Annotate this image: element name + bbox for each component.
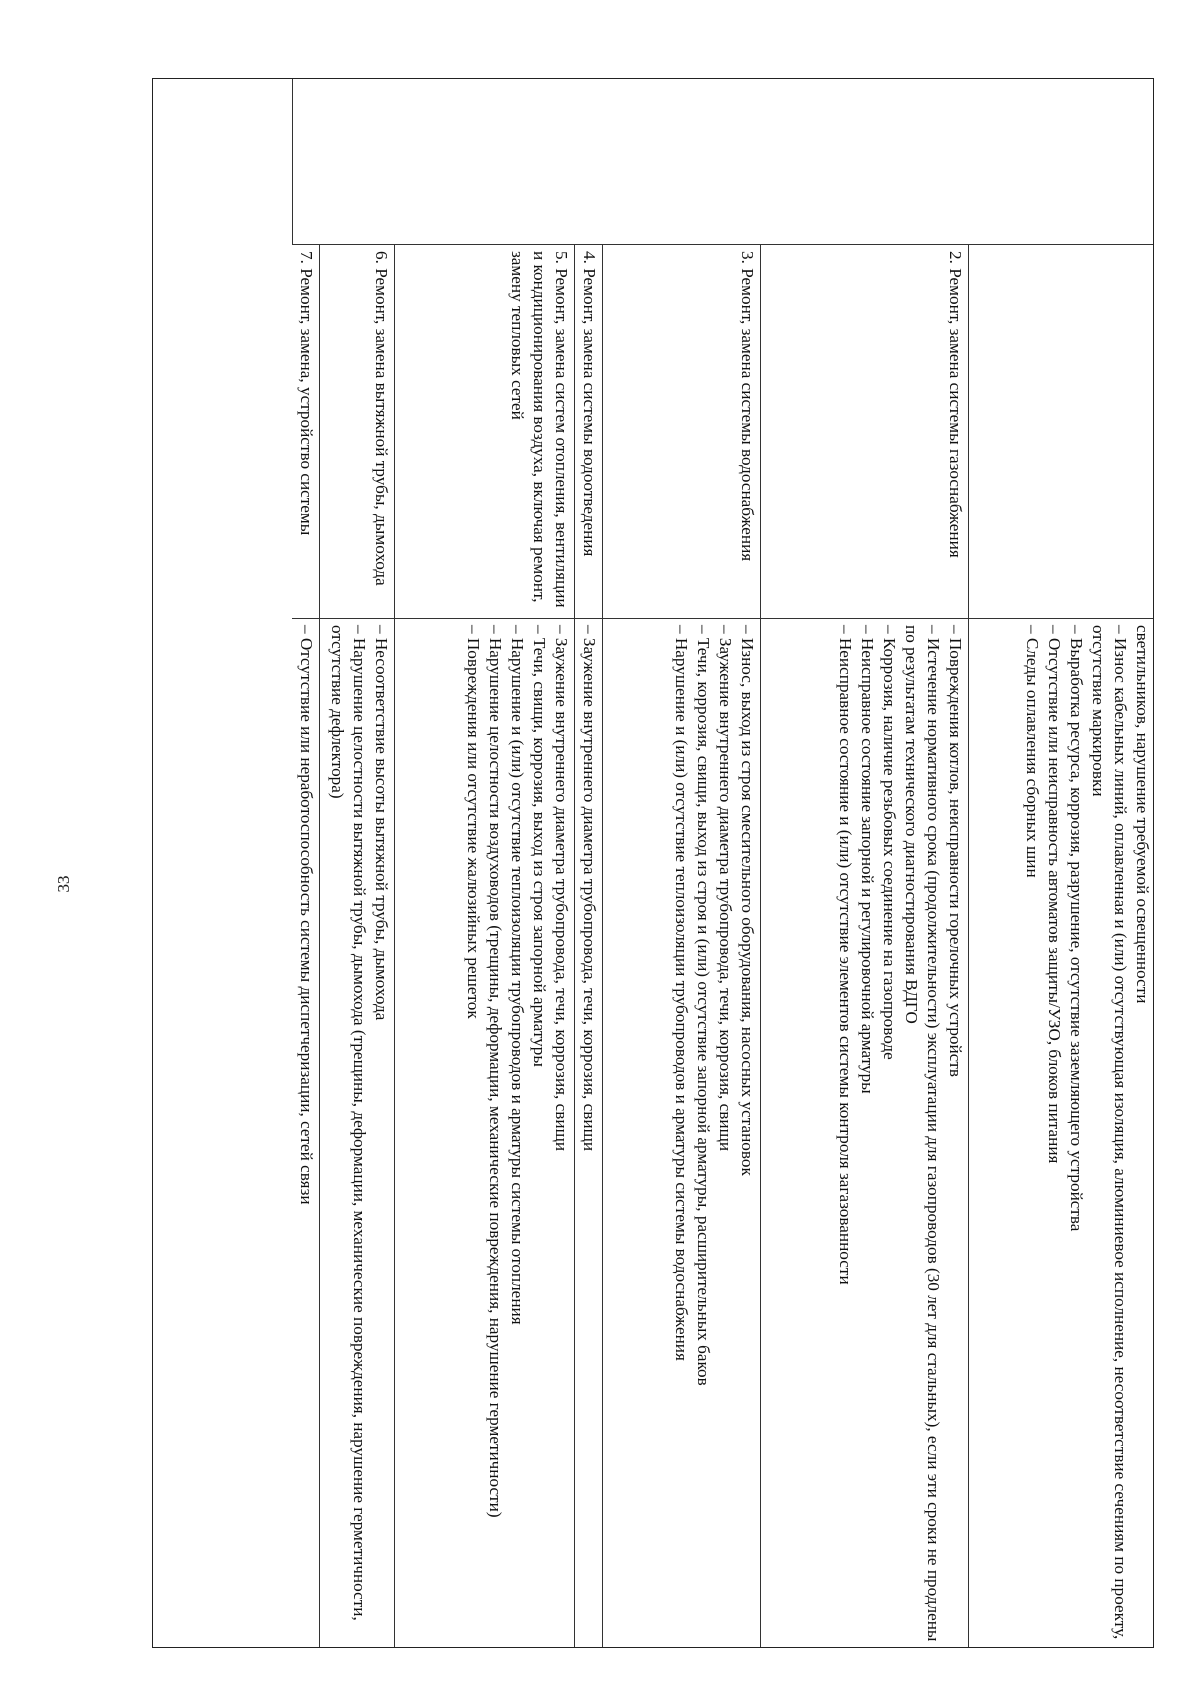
table-cell-defects [319, 619, 394, 1648]
defect-line: – Отсутствие или неисправность автоматов защиты/УЗО, блоков питания [1045, 625, 1064, 1164]
defect-line: – Неисправное состояние запорной и регулировочной арматуры [858, 625, 877, 1094]
defect-line: – Отсутствие или неработоспособность системы диспетчеризации, сетей связи [297, 625, 316, 1205]
table-cell-work: 4. Ремонт, замена системы водоотведения [574, 245, 602, 619]
table-cell-work: 2. Ремонт, замена системы газоснабжения [760, 245, 968, 619]
defect-line: – Истечение нормативного срока (продолжительности) эксплуатации для газопроводов (30 лет для стальных), если эти сроки не продлены по результатам технического диагностирования ВДГО [902, 625, 943, 1642]
table-cell-work: 3. Ремонт, замена системы водоснабжения [602, 245, 760, 619]
defect-line: – Коррозия, наличие резьбовых соединение на газопроводе [880, 625, 899, 1060]
table-cell-work: 5. Ремонт, замена систем отопления, вентиляции и кондиционирования воздуха, включая ремонт, замену тепловых сетей [394, 245, 574, 619]
defect-line: – Износ кабельных линий, оплавленная и (или) отсутствующая изоляция, алюминиевое исполнение, несоответствие сечениям по проекту, отсутствие маркировки [1089, 625, 1130, 1640]
defect-line: светильников, нарушение требуемой освещенности [1133, 625, 1152, 1004]
table-cell-defects [760, 619, 968, 1648]
defect-line: – Повреждения котлов, неисправности горелочных устройств [946, 625, 965, 1077]
defect-line: – Нарушение целостности воздуховодов (трещины, деформации, механические повреждения, нарушение герметичности) [486, 625, 505, 1518]
page-number: 33 [54, 875, 73, 893]
table-cell-empty [292, 79, 1154, 245]
table-cell-defects [968, 619, 1154, 1648]
defect-line: – Нарушение и (или) отсутствие теплоизоляции трубопроводов и арматуры системы отопления [508, 625, 527, 1325]
defect-line: – Заужение внутреннего диаметра трубопровода, течи, коррозия, свищи [580, 625, 599, 1152]
defect-line: – Следы оплавления сборных шин [1023, 625, 1042, 878]
defect-line: – Повреждения или отсутствие жалюзийных решеток [464, 625, 483, 1019]
table-cell-work [968, 245, 1154, 619]
table-cell-defects [292, 619, 319, 1648]
table-cell-work: 6. Ремонт, замена вытяжной трубы, дымохода [319, 245, 394, 619]
defects-table [152, 78, 1154, 1648]
defect-line: – Заужение внутреннего диаметра трубопровода, течи, коррозия, свищи [716, 625, 735, 1152]
defect-line: – Неисправное состояние и (или) отсутствие элементов системы контроля загазованности [836, 625, 855, 1285]
defects-table-grid [153, 79, 1154, 1648]
defect-line: – Нарушение и (или) отсутствие теплоизоляции трубопроводов и арматуры системы водоснабжения [672, 625, 691, 1361]
defect-line: – Течи, коррозия, свищи, выход из строя и (или) отсутствие запорной арматуры, расширительных баков [694, 625, 713, 1386]
defect-line: – Заужение внутреннего диаметра трубопровода, течи, коррозия, свищи [552, 625, 571, 1152]
defect-line: – Несоответствие высоты вытяжной трубы, дымохода [372, 625, 391, 1021]
defect-line: – Течи, свищи, коррозия, выход из строя запорной арматуры [530, 625, 549, 1067]
defect-line: – Выработка ресурса, коррозия, разрушение, отсутствие заземляющего устройства [1067, 625, 1086, 1232]
table-cell-work: 7. Ремонт, замена, устройство системы [292, 245, 319, 619]
defect-line: – Нарушение целостности вытяжной трубы, дымохода (трещины, деформации, механические повреждения, нарушение герметичности, отсутствие дефлектора) [328, 625, 369, 1621]
table-cell-defects [394, 619, 574, 1648]
table-cell-defects [574, 619, 602, 1648]
table-cell-defects [602, 619, 760, 1648]
defect-line: – Износ, выход из строя смесительного оборудования, насосных установок [738, 625, 757, 1176]
